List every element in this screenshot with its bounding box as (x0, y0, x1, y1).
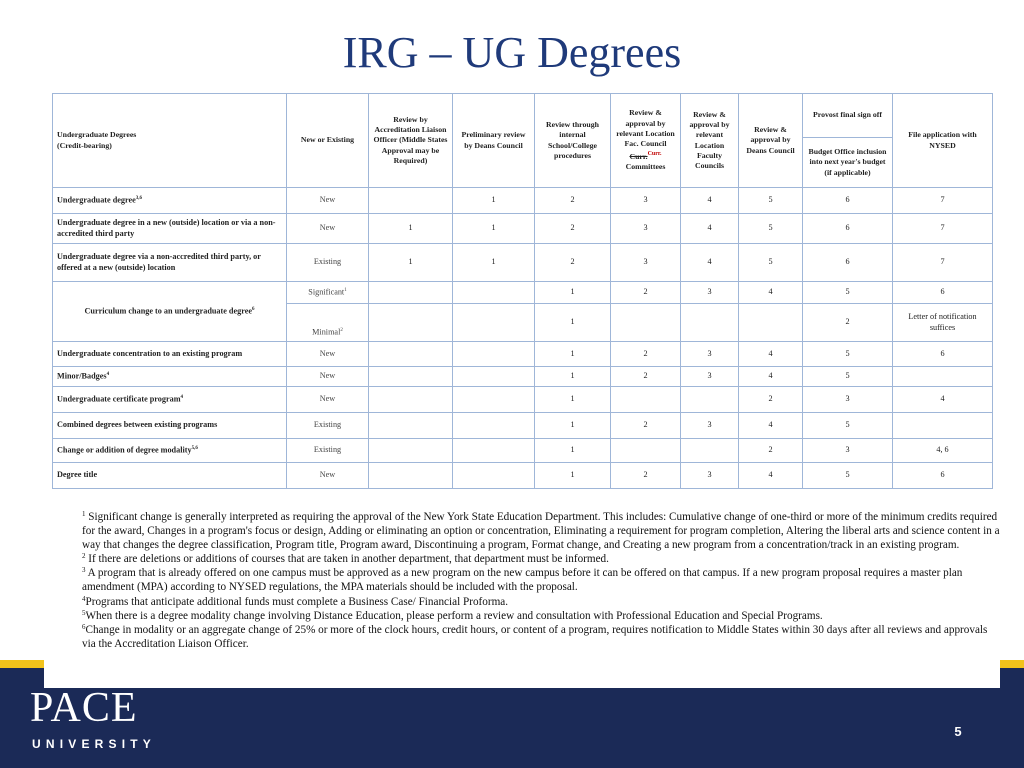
status-cell: New (287, 214, 369, 244)
footnote-text: Significant change is generally interpreted as requiring the approval of the New York State Education Department. This includes: Cumulative change of one-third or more of the minimum credits required for the award, Changes in a program's focus or design, Adding or eliminating an option or concentration, Eliminating a requirement for program completion, Altering the liberal arts and science content in a way that changes the degree classification, Program title, Program award, Discontinuing a program, Format change, and Creating a new program from a concentration/track in an existing program. (82, 511, 1000, 552)
row-label (53, 367, 287, 387)
row-label: Undergraduate degree in a new (outside) location or via a non-accredited third party (53, 214, 287, 244)
cell-internal: 2 (535, 214, 611, 244)
cell-preliminary (453, 282, 535, 304)
row-label (53, 439, 287, 463)
cell-accreditation (369, 342, 453, 367)
cell-nysed: 4 (893, 387, 993, 413)
table-row (53, 282, 993, 304)
header-nysed: File application with NYSED (893, 94, 993, 188)
table-row (53, 413, 993, 439)
footnote-number: 3 (82, 566, 86, 575)
footnotes-box (44, 500, 1000, 688)
cell-deans-council: 2 (739, 387, 803, 413)
status-cell: Existing (287, 413, 369, 439)
page-number: 5 (954, 724, 962, 739)
cell-preliminary (453, 413, 535, 439)
row-label (53, 282, 287, 342)
header-fac-council-insert: Curr. (647, 151, 662, 158)
cell-accreditation (369, 304, 453, 342)
cell-preliminary: 1 (453, 188, 535, 214)
footnote-text: Programs that anticipate additional funds must complete a Business Case/ Financial Proforma. (85, 595, 509, 608)
table-row (53, 439, 993, 463)
cell-faculty-councils (681, 387, 739, 413)
cell-deans-council: 2 (739, 439, 803, 463)
row-label-sup: 4 (180, 395, 184, 401)
cell-faculty-councils: 4 (681, 244, 739, 282)
cell-fac-council: 3 (611, 244, 681, 282)
cell-fac-council (611, 304, 681, 342)
status-cell: New (287, 342, 369, 367)
cell-preliminary (453, 304, 535, 342)
cell-internal: 1 (535, 367, 611, 387)
status-cell: New (287, 463, 369, 489)
cell-fac-council: 2 (611, 342, 681, 367)
approval-table-container (52, 93, 992, 489)
row-label-sup: 6 (251, 307, 255, 313)
cell-fac-council: 2 (611, 282, 681, 304)
header-budget: Budget Office inclusion into next year's budget (if applicable) (803, 138, 893, 188)
cell-deans-council: 4 (739, 413, 803, 439)
footnote-number: 2 (82, 552, 86, 561)
cell-nysed (893, 413, 993, 439)
cell-budget: 6 (803, 244, 893, 282)
footnote-number: 4 (82, 594, 86, 603)
cell-fac-council: 3 (611, 214, 681, 244)
status-minimal-text: Minimal (312, 327, 341, 337)
cell-preliminary (453, 387, 535, 413)
cell-deans-council: 5 (739, 188, 803, 214)
cell-preliminary (453, 463, 535, 489)
cell-internal: 1 (535, 439, 611, 463)
status-cell: Existing (287, 439, 369, 463)
cell-faculty-councils: 3 (681, 367, 739, 387)
row-label-text: Curriculum change to an undergraduate degree (84, 307, 252, 317)
cell-budget: 2 (803, 304, 893, 342)
cell-faculty-councils (681, 304, 739, 342)
cell-nysed: 6 (893, 463, 993, 489)
row-label-sup: 3,6 (135, 196, 143, 202)
cell-accreditation: 1 (369, 214, 453, 244)
cell-accreditation: 1 (369, 244, 453, 282)
header-preliminary: Preliminary review by Deans Council (453, 94, 535, 188)
header-fac-council-suffix: Committees (625, 162, 666, 172)
cell-accreditation (369, 387, 453, 413)
cell-deans-council: 5 (739, 214, 803, 244)
approval-table (52, 93, 993, 489)
cell-faculty-councils: 3 (681, 342, 739, 367)
status-minimal-sup: 2 (340, 327, 343, 333)
header-fac-council-strike: Curr. (629, 152, 648, 162)
cell-accreditation (369, 188, 453, 214)
cell-budget: 6 (803, 214, 893, 244)
table-row (53, 463, 993, 489)
footnote-1 (82, 510, 1000, 552)
status-cell-minimal (287, 304, 369, 342)
footnote-6 (82, 623, 1000, 651)
cell-deans-council: 5 (739, 244, 803, 282)
table-row (53, 387, 993, 413)
footnote-number: 6 (82, 622, 86, 631)
row-label-sup: 5,6 (191, 446, 198, 452)
cell-internal: 2 (535, 244, 611, 282)
header-degrees-label: Undergraduate Degrees (57, 130, 137, 140)
footnote-5 (82, 609, 1000, 623)
cell-deans-council (739, 304, 803, 342)
footnote-4 (82, 595, 1000, 609)
row-label: Undergraduate concentration to an existing program (53, 342, 287, 367)
cell-nysed: Letter of notification suffices (893, 304, 993, 342)
cell-preliminary (453, 342, 535, 367)
cell-nysed: 6 (893, 342, 993, 367)
cell-internal: 2 (535, 188, 611, 214)
cell-accreditation (369, 367, 453, 387)
status-cell: New (287, 367, 369, 387)
header-accreditation: Review by Accreditation Liaison Officer (Middle States Approval may be Required) (369, 94, 453, 188)
cell-faculty-councils: 3 (681, 282, 739, 304)
cell-deans-council: 4 (739, 367, 803, 387)
cell-faculty-councils: 4 (681, 214, 739, 244)
cell-accreditation (369, 439, 453, 463)
header-internal: Review through internal School/College procedures (535, 94, 611, 188)
footnote-number: 5 (82, 608, 86, 617)
cell-fac-council: 2 (611, 367, 681, 387)
cell-nysed: 7 (893, 214, 993, 244)
slide-title: IRG – UG Degrees (342, 28, 682, 77)
cell-fac-council: 2 (611, 463, 681, 489)
row-label: Degree title (53, 463, 287, 489)
footnote-text: Change in modality or an aggregate change of 25% or more of the clock hours, credit hours, or content of a program, requires notification to Middle States within 30 days after all reviews and approvals via the Accreditation Liaison Officer. (82, 623, 988, 650)
cell-nysed: 7 (893, 188, 993, 214)
header-fac-council-label: Review & approval by relevant Location Fac. Council (616, 108, 675, 148)
cell-accreditation (369, 282, 453, 304)
cell-internal: 1 (535, 387, 611, 413)
cell-accreditation (369, 463, 453, 489)
cell-budget: 5 (803, 367, 893, 387)
cell-nysed (893, 367, 993, 387)
header-faculty-councils: Review & approval by relevant Location Faculty Councils (681, 94, 739, 188)
footnote-text: A program that is already offered on one campus must be approved as a new program on the new campus before it can be offered on that campus. If a new program proposal requires a master plan amendment (MPA) according to NYSED regulations, the MPA materials should be included with the proposal. (82, 567, 963, 594)
header-fac-council (611, 94, 681, 188)
status-cell: New (287, 188, 369, 214)
cell-budget: 3 (803, 387, 893, 413)
status-cell-significant (287, 282, 369, 304)
footnote-text: If there are deletions or additions of courses that are taken in another department, that department must be informed. (85, 553, 609, 566)
row-label-text: Undergraduate certificate program (57, 395, 181, 405)
row-label (53, 387, 287, 413)
row-label: Undergraduate degree via a non-accredited third party, or offered at a new (outside) location (53, 244, 287, 282)
cell-preliminary (453, 439, 535, 463)
header-provost: Provost final sign off (803, 94, 893, 138)
pace-university-logo (26, 686, 176, 756)
cell-internal: 1 (535, 342, 611, 367)
header-deans-council: Review & approval by Deans Council (739, 94, 803, 188)
cell-deans-council: 4 (739, 342, 803, 367)
cell-fac-council (611, 439, 681, 463)
table-row (53, 244, 993, 282)
cell-nysed: 7 (893, 244, 993, 282)
table-row (53, 214, 993, 244)
header-degrees (53, 94, 287, 188)
row-label (53, 188, 287, 214)
table-row (53, 367, 993, 387)
header-new-existing: New or Existing (287, 94, 369, 188)
row-label-text: Undergraduate degree (57, 196, 136, 206)
cell-internal: 1 (535, 304, 611, 342)
footnote-2 (82, 552, 1000, 566)
cell-internal: 1 (535, 463, 611, 489)
cell-faculty-councils: 4 (681, 188, 739, 214)
cell-nysed: 6 (893, 282, 993, 304)
row-label-sup: 4 (106, 372, 110, 378)
status-significant-sup: 1 (344, 288, 347, 294)
row-label-text: Minor/Badges (57, 372, 107, 382)
table-row (53, 188, 993, 214)
cell-budget: 5 (803, 413, 893, 439)
status-cell: Existing (287, 244, 369, 282)
cell-budget: 5 (803, 463, 893, 489)
cell-fac-council (611, 387, 681, 413)
cell-budget: 3 (803, 439, 893, 463)
logo-subword: UNIVERSITY (32, 737, 157, 751)
cell-internal: 1 (535, 282, 611, 304)
cell-fac-council: 2 (611, 413, 681, 439)
status-cell: New (287, 387, 369, 413)
cell-budget: 5 (803, 342, 893, 367)
table-row (53, 342, 993, 367)
cell-preliminary: 1 (453, 244, 535, 282)
cell-nysed: 4, 6 (893, 439, 993, 463)
cell-preliminary (453, 367, 535, 387)
footnote-text: When there is a degree modality change involving Distance Education, please perform a review and consultation with Professional Education and Special Programs. (85, 609, 823, 622)
row-label: Combined degrees between existing programs (53, 413, 287, 439)
row-label-text: Change or addition of degree modality (57, 446, 192, 456)
cell-budget: 6 (803, 188, 893, 214)
cell-faculty-councils: 3 (681, 413, 739, 439)
status-significant-text: Significant (308, 288, 345, 298)
footnote-3 (82, 566, 1000, 594)
logo-wordmark: PACE (30, 685, 138, 731)
cell-preliminary: 1 (453, 214, 535, 244)
cell-accreditation (369, 413, 453, 439)
cell-internal: 1 (535, 413, 611, 439)
header-degrees-sublabel: (Credit-bearing) (57, 140, 112, 150)
header-row (53, 94, 993, 138)
cell-budget: 5 (803, 282, 893, 304)
cell-deans-council: 4 (739, 463, 803, 489)
footnote-number: 1 (82, 510, 86, 518)
cell-faculty-councils (681, 439, 739, 463)
cell-deans-council: 4 (739, 282, 803, 304)
cell-fac-council: 3 (611, 188, 681, 214)
cell-faculty-councils: 3 (681, 463, 739, 489)
